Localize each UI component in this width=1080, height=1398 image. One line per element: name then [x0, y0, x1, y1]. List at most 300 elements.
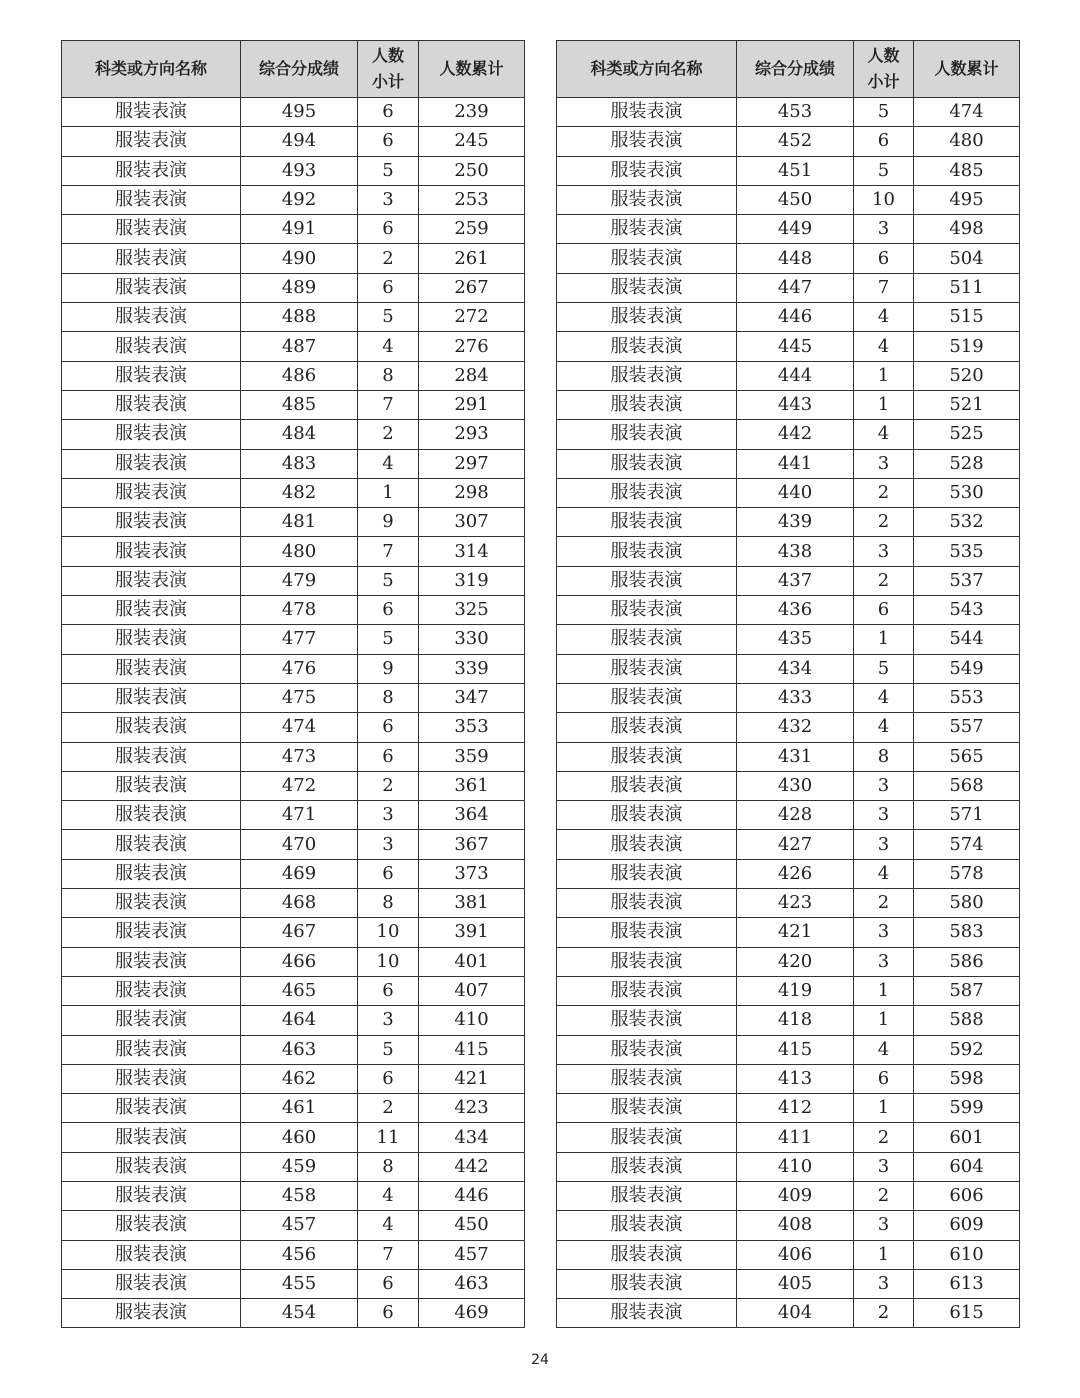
cell-count: 4 [854, 713, 914, 742]
cell-score: 447 [737, 273, 854, 302]
cell-cumulative: 415 [419, 1035, 525, 1064]
cell-score: 442 [737, 420, 854, 449]
cell-score: 471 [241, 801, 358, 830]
cell-count: 2 [854, 889, 914, 918]
cell-score: 441 [737, 449, 854, 478]
table-row [62, 127, 525, 156]
cell-count: 5 [358, 625, 419, 654]
cell-score: 435 [737, 625, 854, 654]
cell-name: 服装表演 [62, 771, 241, 800]
table-row [557, 1181, 1020, 1210]
cell-score: 454 [241, 1299, 358, 1328]
table-row [62, 273, 525, 302]
cell-name: 服装表演 [557, 1240, 737, 1269]
cell-score: 420 [737, 947, 854, 976]
cell-cumulative: 307 [419, 508, 525, 537]
cell-cumulative: 565 [914, 742, 1020, 771]
cell-count: 1 [854, 1094, 914, 1123]
cell-name: 服装表演 [557, 537, 737, 566]
cell-count: 2 [854, 1123, 914, 1152]
cell-score: 483 [241, 449, 358, 478]
cell-count: 3 [358, 801, 419, 830]
header-count [358, 41, 419, 98]
table-row [62, 303, 525, 332]
cell-count: 7 [358, 1240, 419, 1269]
cell-count: 3 [854, 830, 914, 859]
cell-cumulative: 261 [419, 244, 525, 273]
cell-count: 5 [358, 303, 419, 332]
cell-cumulative: 571 [914, 801, 1020, 830]
cell-count: 11 [358, 1123, 419, 1152]
cell-score: 419 [737, 976, 854, 1005]
cell-cumulative: 528 [914, 449, 1020, 478]
table-row [62, 859, 525, 888]
cell-cumulative: 601 [914, 1123, 1020, 1152]
cell-cumulative: 598 [914, 1064, 1020, 1093]
cell-name: 服装表演 [557, 244, 737, 273]
table-header-row [62, 41, 525, 98]
table-row [62, 654, 525, 683]
table-row [62, 1123, 525, 1152]
cell-score: 452 [737, 127, 854, 156]
cell-score: 406 [737, 1240, 854, 1269]
cell-name: 服装表演 [62, 537, 241, 566]
table-row [557, 127, 1020, 156]
cell-cumulative: 474 [914, 98, 1020, 127]
cell-score: 413 [737, 1064, 854, 1093]
cell-cumulative: 339 [419, 654, 525, 683]
cell-cumulative: 276 [419, 332, 525, 361]
cell-cumulative: 272 [419, 303, 525, 332]
cell-score: 434 [737, 654, 854, 683]
cell-count: 5 [358, 1035, 419, 1064]
cell-name: 服装表演 [62, 1152, 241, 1181]
cell-count: 6 [358, 976, 419, 1005]
cell-score: 433 [737, 683, 854, 712]
cell-name: 服装表演 [557, 625, 737, 654]
cell-score: 436 [737, 596, 854, 625]
cell-cumulative: 319 [419, 566, 525, 595]
cell-count: 6 [854, 596, 914, 625]
header-score: 综合分成绩 [241, 41, 358, 98]
table-row [62, 713, 525, 742]
cell-name: 服装表演 [62, 1299, 241, 1328]
cell-cumulative: 519 [914, 332, 1020, 361]
cell-name: 服装表演 [62, 683, 241, 712]
cell-score: 493 [241, 156, 358, 185]
header-count-line2: 小计 [867, 72, 900, 91]
cell-score: 428 [737, 801, 854, 830]
cell-score: 492 [241, 185, 358, 214]
cell-cumulative: 535 [914, 537, 1020, 566]
table-row [557, 859, 1020, 888]
cell-score: 446 [737, 303, 854, 332]
cell-name: 服装表演 [557, 918, 737, 947]
cell-name: 服装表演 [62, 1123, 241, 1152]
cell-score: 408 [737, 1211, 854, 1240]
cell-count: 2 [358, 244, 419, 273]
cell-count: 4 [358, 449, 419, 478]
cell-score: 460 [241, 1123, 358, 1152]
cell-count: 6 [358, 1299, 419, 1328]
cell-cumulative: 373 [419, 859, 525, 888]
cell-name: 服装表演 [62, 566, 241, 595]
table-row [557, 273, 1020, 302]
cell-cumulative: 293 [419, 420, 525, 449]
cell-cumulative: 401 [419, 947, 525, 976]
cell-name: 服装表演 [557, 1211, 737, 1240]
cell-cumulative: 469 [419, 1299, 525, 1328]
table-row [62, 596, 525, 625]
cell-score: 444 [737, 361, 854, 390]
cell-score: 411 [737, 1123, 854, 1152]
cell-cumulative: 543 [914, 596, 1020, 625]
cell-name: 服装表演 [557, 976, 737, 1005]
table-row [557, 889, 1020, 918]
table-row [557, 742, 1020, 771]
table-row [557, 98, 1020, 127]
cell-name: 服装表演 [557, 273, 737, 302]
cell-count: 3 [854, 918, 914, 947]
table-row [62, 947, 525, 976]
cell-name: 服装表演 [557, 683, 737, 712]
cell-cumulative: 557 [914, 713, 1020, 742]
cell-cumulative: 549 [914, 654, 1020, 683]
cell-cumulative: 588 [914, 1006, 1020, 1035]
cell-score: 466 [241, 947, 358, 976]
cell-count: 7 [358, 390, 419, 419]
cell-count: 3 [854, 1269, 914, 1298]
cell-count: 6 [358, 98, 419, 127]
cell-count: 3 [358, 185, 419, 214]
cell-score: 456 [241, 1240, 358, 1269]
table-row [557, 361, 1020, 390]
cell-score: 479 [241, 566, 358, 595]
cell-score: 472 [241, 771, 358, 800]
table-row [557, 1123, 1020, 1152]
table-row [557, 420, 1020, 449]
cell-name: 服装表演 [62, 508, 241, 537]
cell-score: 418 [737, 1006, 854, 1035]
cell-score: 410 [737, 1152, 854, 1181]
table-row [62, 537, 525, 566]
cell-count: 4 [854, 683, 914, 712]
table-row [557, 508, 1020, 537]
cell-cumulative: 359 [419, 742, 525, 771]
cell-name: 服装表演 [62, 1181, 241, 1210]
cell-name: 服装表演 [557, 1123, 737, 1152]
table-row [557, 478, 1020, 507]
cell-cumulative: 532 [914, 508, 1020, 537]
cell-cumulative: 604 [914, 1152, 1020, 1181]
table-row [62, 361, 525, 390]
cell-name: 服装表演 [62, 976, 241, 1005]
table-row [557, 303, 1020, 332]
cell-score: 405 [737, 1269, 854, 1298]
cell-count: 2 [358, 420, 419, 449]
table-row [557, 1035, 1020, 1064]
table-row [62, 1064, 525, 1093]
table-row [62, 1006, 525, 1035]
table-row [62, 1035, 525, 1064]
cell-count: 3 [854, 1152, 914, 1181]
cell-name: 服装表演 [62, 713, 241, 742]
cell-cumulative: 613 [914, 1269, 1020, 1298]
cell-count: 6 [854, 127, 914, 156]
cell-score: 409 [737, 1181, 854, 1210]
table-row [557, 1211, 1020, 1240]
cell-cumulative: 580 [914, 889, 1020, 918]
cell-count: 1 [854, 390, 914, 419]
cell-name: 服装表演 [62, 185, 241, 214]
cell-score: 486 [241, 361, 358, 390]
cell-count: 6 [854, 244, 914, 273]
table-row [557, 830, 1020, 859]
cell-count: 2 [854, 478, 914, 507]
cell-score: 482 [241, 478, 358, 507]
cell-cumulative: 421 [419, 1064, 525, 1093]
cell-count: 6 [358, 713, 419, 742]
table-row [62, 244, 525, 273]
cell-count: 3 [358, 830, 419, 859]
cell-score: 412 [737, 1094, 854, 1123]
table-row [557, 449, 1020, 478]
cell-cumulative: 485 [914, 156, 1020, 185]
cell-name: 服装表演 [62, 742, 241, 771]
cell-count: 2 [854, 1299, 914, 1328]
cell-count: 8 [358, 1152, 419, 1181]
cell-cumulative: 407 [419, 976, 525, 1005]
cell-count: 10 [854, 185, 914, 214]
cell-cumulative: 530 [914, 478, 1020, 507]
cell-cumulative: 606 [914, 1181, 1020, 1210]
table-row [62, 390, 525, 419]
cell-name: 服装表演 [62, 918, 241, 947]
cell-count: 3 [854, 215, 914, 244]
cell-score: 470 [241, 830, 358, 859]
cell-name: 服装表演 [557, 127, 737, 156]
cell-name: 服装表演 [62, 625, 241, 654]
score-table-right [556, 40, 1020, 1328]
cell-name: 服装表演 [557, 390, 737, 419]
cell-cumulative: 250 [419, 156, 525, 185]
table-row [62, 801, 525, 830]
table-row [62, 215, 525, 244]
cell-count: 3 [358, 1006, 419, 1035]
cell-name: 服装表演 [557, 332, 737, 361]
cell-name: 服装表演 [62, 127, 241, 156]
cell-score: 458 [241, 1181, 358, 1210]
cell-cumulative: 480 [914, 127, 1020, 156]
cell-cumulative: 423 [419, 1094, 525, 1123]
cell-cumulative: 434 [419, 1123, 525, 1152]
table-row [557, 976, 1020, 1005]
cell-score: 462 [241, 1064, 358, 1093]
cell-name: 服装表演 [557, 1094, 737, 1123]
cell-score: 431 [737, 742, 854, 771]
table-row [62, 1181, 525, 1210]
cell-score: 427 [737, 830, 854, 859]
table-row [62, 98, 525, 127]
cell-name: 服装表演 [557, 303, 737, 332]
cell-count: 6 [854, 1064, 914, 1093]
table-row [557, 713, 1020, 742]
table-row [557, 918, 1020, 947]
cell-cumulative: 410 [419, 1006, 525, 1035]
cell-name: 服装表演 [62, 449, 241, 478]
cell-cumulative: 353 [419, 713, 525, 742]
cell-cumulative: 314 [419, 537, 525, 566]
cell-cumulative: 347 [419, 683, 525, 712]
cell-name: 服装表演 [62, 303, 241, 332]
cell-count: 6 [358, 215, 419, 244]
cell-cumulative: 592 [914, 1035, 1020, 1064]
table-row [557, 801, 1020, 830]
cell-score: 432 [737, 713, 854, 742]
table-row [62, 1269, 525, 1298]
cell-cumulative: 325 [419, 596, 525, 625]
header-count [854, 41, 914, 98]
cell-count: 1 [358, 478, 419, 507]
cell-count: 5 [854, 156, 914, 185]
cell-count: 3 [854, 1211, 914, 1240]
cell-cumulative: 298 [419, 478, 525, 507]
cell-cumulative: 450 [419, 1211, 525, 1240]
cell-count: 4 [358, 1211, 419, 1240]
cell-cumulative: 615 [914, 1299, 1020, 1328]
table-row [557, 537, 1020, 566]
table-header-row [557, 41, 1020, 98]
cell-cumulative: 367 [419, 830, 525, 859]
cell-count: 1 [854, 1240, 914, 1269]
cell-score: 423 [737, 889, 854, 918]
cell-cumulative: 284 [419, 361, 525, 390]
cell-name: 服装表演 [62, 654, 241, 683]
cell-count: 1 [854, 1006, 914, 1035]
cell-count: 8 [358, 889, 419, 918]
cell-name: 服装表演 [62, 156, 241, 185]
table-row [62, 625, 525, 654]
table-row [557, 625, 1020, 654]
cell-count: 5 [854, 654, 914, 683]
cell-cumulative: 609 [914, 1211, 1020, 1240]
cell-name: 服装表演 [557, 1035, 737, 1064]
cell-cumulative: 330 [419, 625, 525, 654]
cell-name: 服装表演 [62, 889, 241, 918]
header-name: 科类或方向名称 [557, 41, 737, 98]
cell-cumulative: 245 [419, 127, 525, 156]
cell-score: 445 [737, 332, 854, 361]
cell-count: 1 [854, 976, 914, 1005]
cell-score: 476 [241, 654, 358, 683]
cell-cumulative: 259 [419, 215, 525, 244]
cell-score: 485 [241, 390, 358, 419]
cell-cumulative: 610 [914, 1240, 1020, 1269]
header-cumulative: 人数累计 [914, 41, 1020, 98]
table-row [557, 771, 1020, 800]
cell-cumulative: 511 [914, 273, 1020, 302]
table-row [62, 742, 525, 771]
cell-name: 服装表演 [62, 1035, 241, 1064]
table-row [557, 566, 1020, 595]
cell-name: 服装表演 [557, 889, 737, 918]
cell-score: 440 [737, 478, 854, 507]
cell-cumulative: 446 [419, 1181, 525, 1210]
cell-cumulative: 381 [419, 889, 525, 918]
cell-name: 服装表演 [62, 1240, 241, 1269]
cell-name: 服装表演 [557, 801, 737, 830]
cell-cumulative: 498 [914, 215, 1020, 244]
cell-cumulative: 463 [419, 1269, 525, 1298]
cell-score: 465 [241, 976, 358, 1005]
cell-name: 服装表演 [557, 859, 737, 888]
cell-cumulative: 578 [914, 859, 1020, 888]
cell-cumulative: 568 [914, 771, 1020, 800]
cell-name: 服装表演 [62, 420, 241, 449]
table-row [62, 156, 525, 185]
table-row [62, 771, 525, 800]
cell-count: 4 [854, 303, 914, 332]
cell-cumulative: 361 [419, 771, 525, 800]
cell-cumulative: 544 [914, 625, 1020, 654]
table-row [62, 889, 525, 918]
table-row [557, 332, 1020, 361]
cell-count: 8 [358, 361, 419, 390]
cell-name: 服装表演 [557, 713, 737, 742]
cell-cumulative: 521 [914, 390, 1020, 419]
table-row [62, 1240, 525, 1269]
cell-name: 服装表演 [557, 771, 737, 800]
cell-score: 443 [737, 390, 854, 419]
cell-cumulative: 391 [419, 918, 525, 947]
cell-cumulative: 520 [914, 361, 1020, 390]
table-row [62, 566, 525, 595]
cell-count: 2 [358, 771, 419, 800]
cell-name: 服装表演 [557, 1064, 737, 1093]
table-row [62, 1152, 525, 1181]
cell-cumulative: 599 [914, 1094, 1020, 1123]
cell-score: 457 [241, 1211, 358, 1240]
cell-score: 489 [241, 273, 358, 302]
cell-score: 488 [241, 303, 358, 332]
cell-count: 2 [854, 1181, 914, 1210]
cell-score: 495 [241, 98, 358, 127]
cell-score: 474 [241, 713, 358, 742]
cell-count: 3 [854, 537, 914, 566]
cell-score: 455 [241, 1269, 358, 1298]
cell-name: 服装表演 [62, 596, 241, 625]
cell-count: 7 [358, 537, 419, 566]
cell-name: 服装表演 [557, 654, 737, 683]
cell-cumulative: 525 [914, 420, 1020, 449]
cell-cumulative: 239 [419, 98, 525, 127]
table-row [62, 449, 525, 478]
table-row [557, 156, 1020, 185]
cell-name: 服装表演 [62, 244, 241, 273]
cell-cumulative: 515 [914, 303, 1020, 332]
cell-count: 6 [358, 742, 419, 771]
cell-score: 490 [241, 244, 358, 273]
cell-score: 463 [241, 1035, 358, 1064]
cell-score: 480 [241, 537, 358, 566]
table-row [557, 654, 1020, 683]
cell-cumulative: 291 [419, 390, 525, 419]
cell-name: 服装表演 [557, 1152, 737, 1181]
cell-cumulative: 253 [419, 185, 525, 214]
cell-count: 10 [358, 918, 419, 947]
cell-score: 451 [737, 156, 854, 185]
cell-score: 449 [737, 215, 854, 244]
